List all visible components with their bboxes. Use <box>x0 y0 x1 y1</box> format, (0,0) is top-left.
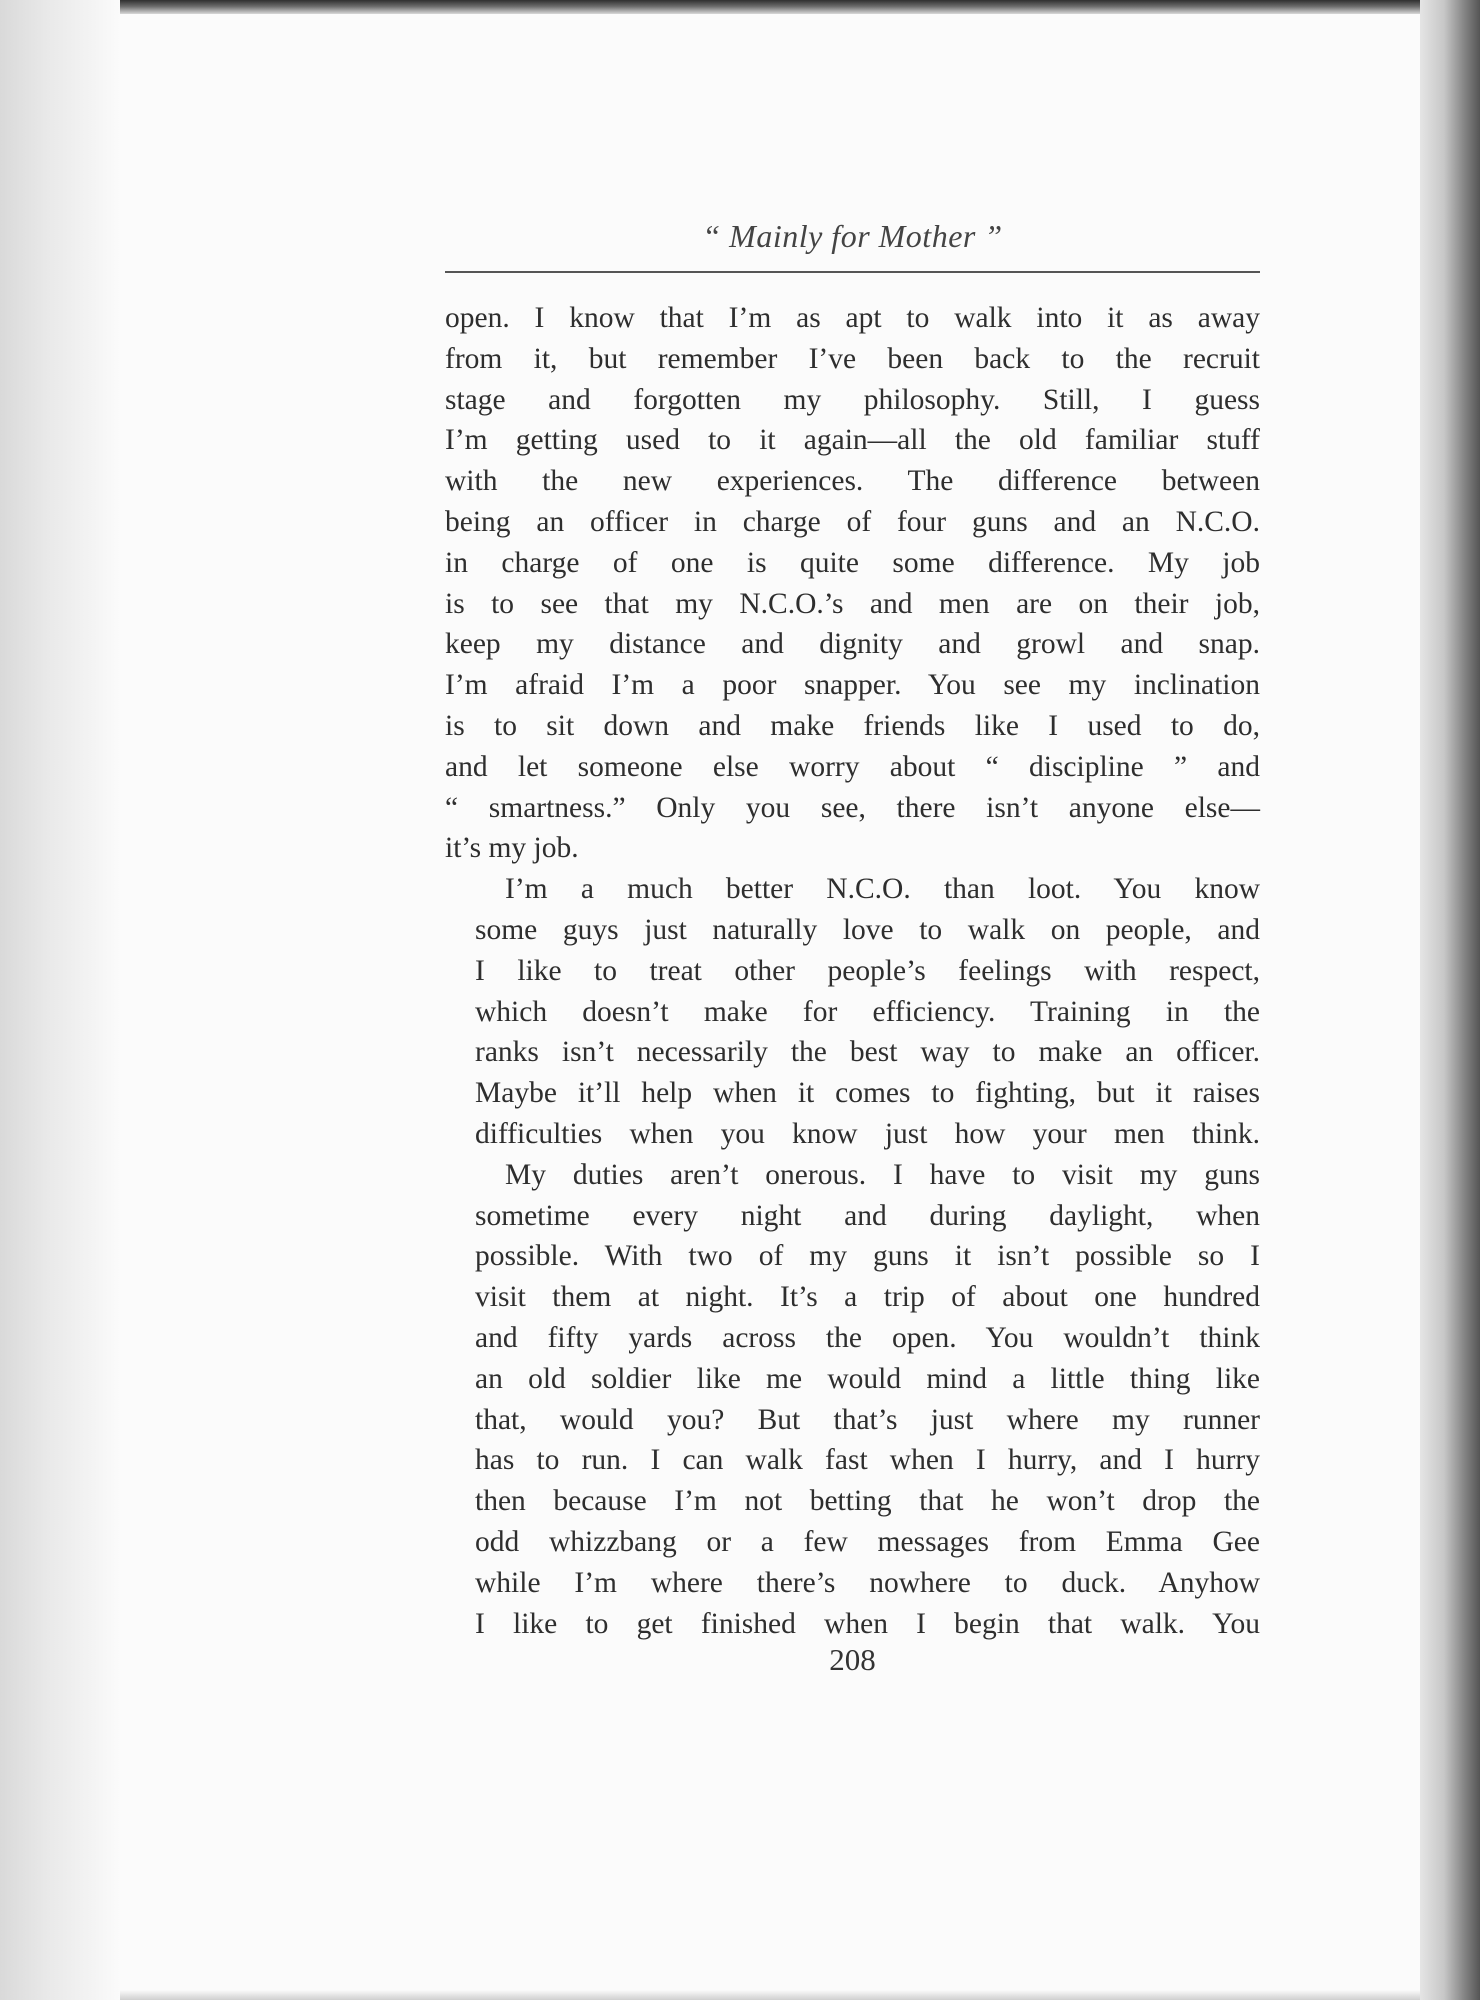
book-left-edge <box>0 0 120 2000</box>
text-line: Maybe it’ll help when it comes to fighting, but it raises <box>475 1077 1260 1110</box>
header-rule <box>445 271 1260 273</box>
text-line: sometime every night and during daylight, when <box>475 1199 1260 1232</box>
paragraph-3 <box>445 1155 1260 1196</box>
paragraph-3-cont <box>445 1196 1260 1645</box>
book-bottom-edge <box>120 1990 1420 2000</box>
text-line: I’m afraid I’m a poor snapper. You see my inclination <box>445 669 1260 702</box>
text-line: odd whizzbang or a few messages from Emma Gee <box>475 1525 1260 1558</box>
paragraph-2-cont <box>445 910 1260 1155</box>
text-line: open. I know that I’m as apt to walk into it as away <box>445 302 1260 334</box>
text-line: “ smartness.” Only you see, there isn’t anyone else— <box>445 791 1260 824</box>
book-right-edge <box>1420 0 1480 2000</box>
text-line: that, would you? But that’s just where my runner <box>475 1403 1260 1436</box>
text-line: an old soldier like me would mind a little thing like <box>475 1362 1260 1395</box>
page-number: 208 <box>829 1642 876 1677</box>
text-line: possible. With two of my guns it isn’t possible so I <box>475 1240 1260 1273</box>
text-line: visit them at night. It’s a trip of about one hundred <box>475 1281 1260 1314</box>
paragraph-1 <box>445 298 1260 869</box>
text-line: difficulties when you know just how your men think. <box>475 1117 1260 1150</box>
book-top-edge <box>120 0 1420 14</box>
paragraph-2 <box>445 869 1260 910</box>
text-line: then because I’m not betting that he won’t drop the <box>475 1485 1260 1518</box>
text-line: is to sit down and make friends like I used to do, <box>445 709 1260 742</box>
text-line: with the new experiences. The difference between <box>445 465 1260 498</box>
text-line: in charge of one is quite some difference. My job <box>445 546 1260 579</box>
text-line: I’m getting used to it again—all the old familiar stuff <box>445 424 1260 457</box>
text-line: some guys just naturally love to walk on people, and <box>475 913 1260 946</box>
text-line: keep my distance and dignity and growl and snap. <box>445 628 1260 661</box>
text-line: and let someone else worry about “ discipline ” and <box>445 750 1260 783</box>
text-line: My duties aren’t onerous. I have to visit my guns <box>505 1158 1260 1191</box>
text-line: I like to get finished when I begin that walk. You <box>475 1607 1260 1640</box>
text-line: I’m a much better N.C.O. than loot. You know <box>505 873 1260 906</box>
text-line: is to see that my N.C.O.’s and men are on their job, <box>445 587 1260 620</box>
text-line: it’s my job. <box>445 832 579 865</box>
text-line: I like to treat other people’s feelings with respect, <box>475 954 1260 987</box>
body-text <box>445 298 1260 1644</box>
text-line: being an officer in charge of four guns and an N.C.O. <box>445 505 1260 538</box>
text-line: ranks isn’t necessarily the best way to make an officer. <box>475 1036 1260 1069</box>
running-head: “ Mainly for Mother ” <box>702 218 1003 254</box>
text-line: which doesn’t make for efficiency. Training in the <box>475 995 1260 1028</box>
text-line: has to run. I can walk fast when I hurry, and I hurry <box>475 1444 1260 1477</box>
text-line: from it, but remember I’ve been back to the recruit <box>445 342 1260 375</box>
text-line: stage and forgotten my philosophy. Still, I guess <box>445 383 1260 416</box>
text-line: while I’m where there’s nowhere to duck. Anyhow <box>475 1566 1260 1599</box>
text-line: and fifty yards across the open. You wouldn’t think <box>475 1321 1260 1354</box>
